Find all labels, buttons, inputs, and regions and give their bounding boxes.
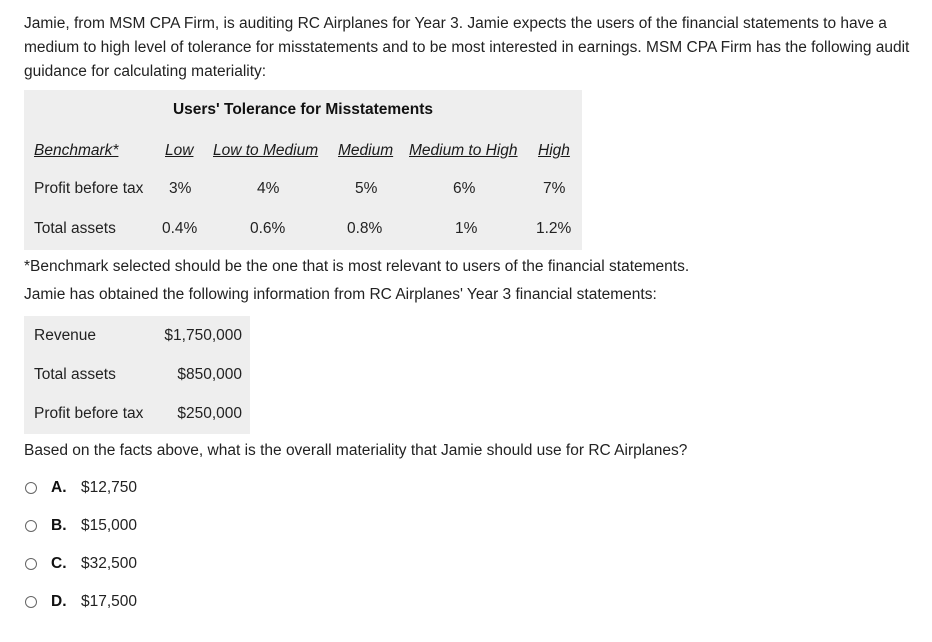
header-high: High [538,142,570,159]
table-cell: 0.8% [347,220,383,237]
header-medium-to-high: Medium to High [409,142,518,159]
table-cell: 5% [355,180,378,197]
tolerance-table [24,90,582,250]
option-letter: C. [51,555,67,572]
option-value: $15,000 [81,517,138,534]
table-cell: 0.6% [250,220,286,237]
radio-button[interactable] [25,596,37,608]
table-cell: 4% [257,180,280,197]
header-low: Low [165,142,194,159]
footnote: *Benchmark selected should be the one that is most relevant to users of the financial statements. [24,258,690,275]
table-cell: 7% [543,180,566,197]
radio-button[interactable] [25,520,37,532]
table-cell: 3% [169,180,192,197]
header-low-to-medium: Low to Medium [213,142,319,159]
intro-paragraph: Jamie, from MSM CPA Firm, is auditing RC Airplanes for Year 3. Jamie expects the users of the financial statements to have a medium to high level of tolerance for misstatements and to be most interested in earnings. MSM CPA Firm has the following audit guidance for calculating materiality: [24,15,910,80]
obtained-info-text: Jamie has obtained the following information from RC Airplanes' Year 3 financial statements: [24,286,657,303]
radio-button[interactable] [25,558,37,570]
tolerance-table-title: Users' Tolerance for Misstatements [172,101,434,118]
option-letter: B. [51,517,67,534]
table-cell: 0.4% [162,220,198,237]
option-d[interactable] [24,591,137,613]
financial-info-table [24,316,250,434]
info-value-revenue: $1,750,000 [164,327,242,344]
option-b[interactable] [24,515,137,537]
option-value: $17,500 [81,593,138,610]
info-value-total-assets: $850,000 [177,366,242,383]
option-value: $12,750 [81,479,138,496]
table-cell: 1% [455,220,478,237]
info-label-revenue: Revenue [34,327,97,344]
table-cell: 1.2% [536,220,572,237]
option-letter: A. [51,479,67,496]
table-cell: 6% [453,180,476,197]
option-letter: D. [51,593,67,610]
question-text: Based on the facts above, what is the overall materiality that Jamie should use for RC Airplanes? [24,442,688,459]
info-value-profit-before-tax: $250,000 [177,405,242,422]
row-label-profit-before-tax: Profit before tax [34,180,144,197]
info-label-total-assets: Total assets [34,366,116,383]
option-c[interactable] [24,553,137,575]
option-a[interactable] [24,477,137,499]
option-value: $32,500 [81,555,138,572]
row-label-total-assets: Total assets [34,220,116,237]
info-label-profit-before-tax: Profit before tax [34,405,144,422]
header-medium: Medium [338,142,394,159]
radio-button[interactable] [25,482,37,494]
header-benchmark: Benchmark* [34,142,119,159]
